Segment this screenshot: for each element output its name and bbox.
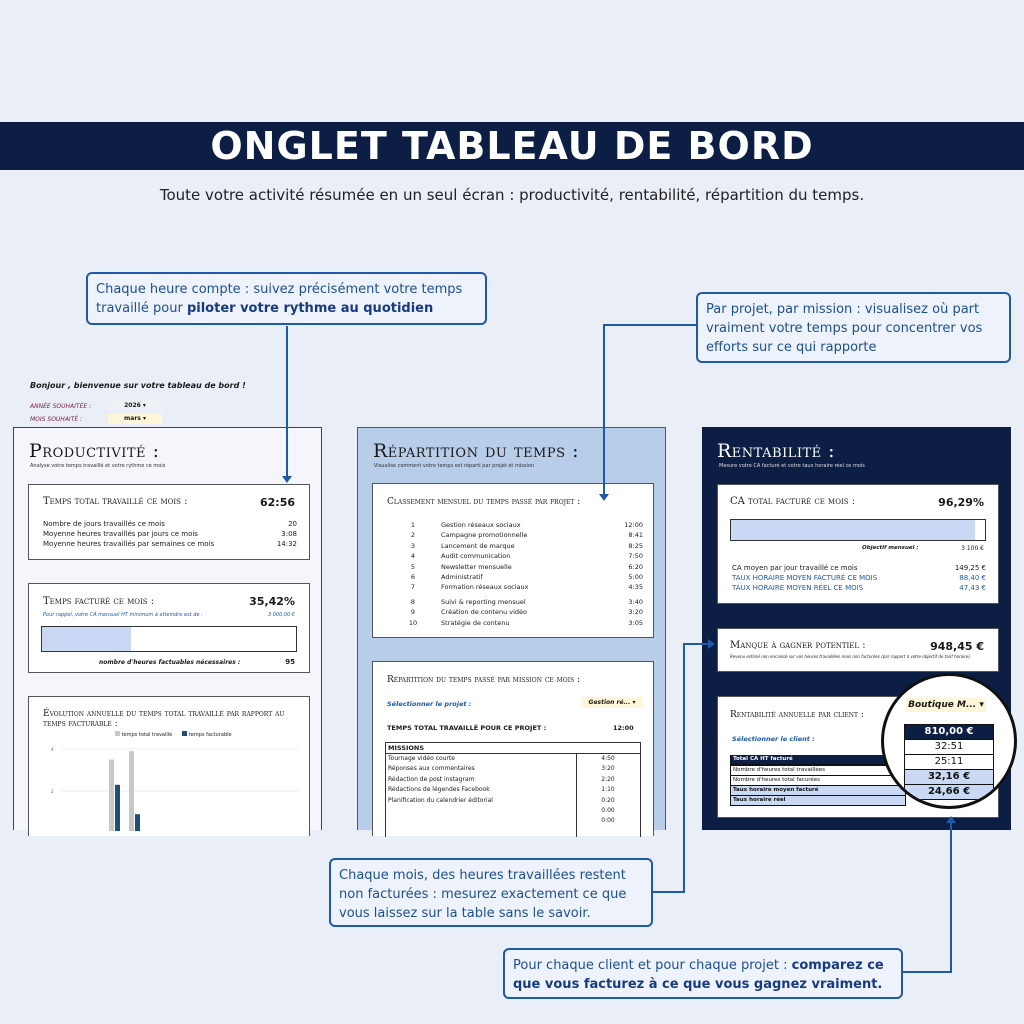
callout-text: Chaque mois, des heures travaillées restent non facturées : mesurez exactement ce que vous laissez sur la table sans le savoir. — [339, 868, 627, 921]
callout-text: Chaque heure compte : suivez précisément votre temps travaillé pour — [96, 282, 463, 316]
productivite-subtitle: Analyse votre temps travaillé et votre rythme ce mois — [30, 463, 166, 469]
project-name: Suivi & reporting mensuel — [441, 597, 526, 606]
project-row — [393, 551, 643, 561]
stat-row — [43, 529, 297, 539]
stat-label: Moyenne heures travaillés par semaines ce mois — [43, 540, 215, 548]
project-time: 3:40 — [628, 597, 643, 606]
year-value: 2026 — [124, 402, 141, 409]
classement-title: Classement mensuel du temps passé par projet : — [387, 497, 581, 507]
client-row-label: Taux horaire moyen facturé — [730, 786, 906, 796]
arrow-down-icon — [282, 476, 292, 483]
mission-name: Planification du calendrier éditorial — [388, 796, 493, 804]
ca-value: 96,29% — [938, 496, 984, 509]
project-name: Stratégie de contenu — [441, 618, 510, 627]
ca-label: CA total facturé ce mois : — [730, 496, 856, 507]
connector-line — [286, 326, 288, 478]
connector-line — [653, 891, 684, 893]
callout-productivity — [86, 272, 487, 325]
mission-name: Rédactions de légendes Facebook — [388, 786, 490, 794]
month-value: mars — [124, 415, 141, 422]
project-time: 3:05 — [628, 618, 643, 627]
ca-row — [732, 563, 986, 573]
productivite-title: Productivité : — [29, 440, 160, 462]
callout-bold: piloter votre rythme au quotidien — [186, 301, 434, 316]
facture-progress-fill — [42, 627, 131, 651]
project-rank: 9 — [410, 608, 416, 617]
project-row — [393, 541, 643, 551]
stat-value: 20 — [288, 520, 297, 528]
legend-swatch — [115, 731, 120, 736]
objectif-value: 3 100 € — [961, 545, 984, 552]
mission-row — [386, 764, 640, 774]
mission-row — [386, 754, 640, 764]
ca-row-value: 47,43 € — [959, 584, 986, 592]
project-row — [393, 530, 643, 540]
project-name: Formation réseaux sociaux — [441, 583, 529, 592]
callout-text: Pour chaque client et pour chaque projet : — [513, 958, 792, 973]
project-time: 12:00 — [624, 521, 643, 529]
project-time: 7:50 — [628, 552, 643, 561]
ca-row-label: TAUX HORAIRE MOYEN FACTURÉ CE MOIS — [732, 574, 878, 582]
mission-time: 0:20 — [601, 796, 615, 804]
select-project-label: Sélectionner le projet : — [387, 700, 472, 708]
connector-line — [683, 643, 685, 893]
y-tick-label: 4 — [51, 747, 54, 752]
project-row — [393, 520, 643, 530]
rentabilite-title: Rentabilité : — [717, 440, 836, 462]
project-name: Audit communication — [441, 552, 511, 561]
ca-row-label: TAUX HORAIRE MOYEN RÉEL CE MOIS — [732, 584, 864, 592]
missions-header: MISSIONS — [386, 743, 640, 754]
mission-time: 1:10 — [601, 786, 615, 794]
legend-label: temps total travaillé — [121, 732, 173, 738]
page-subtitle: Toute votre activité résumée en un seul écran : productivité, rentabilité, répartition du temps. — [159, 186, 865, 204]
repartition-panel — [357, 427, 666, 830]
year-label: ANNÉE SOUHAITÉE : — [30, 403, 92, 410]
rappel-value: 3 000,00 € — [267, 612, 295, 618]
project-time: 3:20 — [628, 608, 643, 617]
connector-line — [603, 324, 605, 496]
project-rank: 6 — [410, 573, 416, 582]
project-name: Création de contenu vidéo — [441, 608, 528, 617]
connector-line — [604, 324, 696, 326]
mission-row — [386, 816, 640, 826]
temps-facture-value: 35,42% — [249, 595, 295, 608]
project-time: 5:00 — [628, 573, 643, 582]
mission-title: Répartition du temps passé par mission ce mois : — [387, 675, 581, 685]
mission-time: 3:20 — [601, 765, 615, 773]
project-select-value: Gestion ré... — [588, 699, 631, 706]
project-rank: 10 — [408, 618, 418, 627]
project-rank: 5 — [410, 562, 416, 571]
total-projet-label: TEMPS TOTAL TRAVAILLÉ POUR CE PROJET : — [387, 724, 547, 732]
total-projet-value: 12:00 — [613, 724, 634, 732]
client-row-value: 32:51 — [905, 740, 993, 755]
temps-facture-label: Temps facturé ce mois : — [43, 596, 155, 607]
client-row-label: Nombre d'heures total facurées — [730, 776, 906, 786]
welcome-text: Bonjour , bienvenue sur votre tableau de bord ! — [30, 381, 246, 390]
connector-line — [950, 823, 952, 973]
project-name: Campagne promotionnelle — [441, 531, 528, 540]
chart-bar — [109, 760, 114, 831]
evolution-card — [28, 696, 310, 836]
client-row-value: 32,16 € — [905, 770, 993, 785]
manque-label: Manque à gagner potentiel : — [730, 640, 866, 651]
month-label: MOIS SOUHAITÉ : — [30, 416, 83, 423]
month-select[interactable]: mars ▾ — [108, 414, 162, 424]
productivite-panel — [13, 427, 322, 830]
client-row-label: Total CA HT facturé — [730, 755, 906, 765]
project-row — [393, 618, 643, 628]
project-row — [393, 597, 643, 607]
project-row — [393, 572, 643, 582]
client-row-label: Taux horaire réel — [730, 796, 906, 806]
productivite-rows — [43, 519, 297, 549]
chart-bar — [129, 751, 134, 831]
ca-progress-fill — [731, 520, 975, 540]
facture-progress-bar — [41, 626, 297, 652]
ca-rows — [732, 563, 986, 593]
project-name: Administratif — [441, 573, 483, 582]
project-rank: 1 — [410, 521, 416, 529]
stat-value: 14:32 — [276, 540, 297, 548]
magnifier-circle — [881, 673, 1017, 809]
heures-label: nombre d'heures factuables nécessaires : — [99, 659, 241, 666]
project-time: 8:41 — [628, 531, 643, 540]
project-time: 6:20 — [628, 562, 643, 571]
temps-total-card — [28, 484, 310, 560]
temps-facture-card — [28, 583, 310, 673]
mission-name: Rédaction de post instagram — [388, 775, 475, 783]
client-row-value: 25:11 — [905, 755, 993, 770]
mission-row — [386, 785, 640, 795]
callout-manque — [329, 858, 653, 927]
arrow-up-icon — [946, 816, 956, 823]
project-time: 8:25 — [628, 541, 643, 550]
mission-time: 0:00 — [601, 817, 615, 825]
stat-row — [43, 519, 297, 529]
ca-progress-bar — [730, 519, 986, 541]
mission-card — [372, 661, 654, 836]
mission-time: 2:20 — [601, 775, 615, 783]
year-select[interactable]: 2026 ▾ — [108, 401, 162, 411]
legend-label: temps facturable — [188, 732, 232, 738]
stat-value: 3:08 — [281, 530, 297, 538]
project-list — [393, 520, 643, 628]
legend-item — [182, 731, 231, 738]
stat-label: Nombre de jours travaillés ce mois — [43, 520, 165, 528]
ca-card — [717, 484, 999, 604]
client-select[interactable]: Boutique M... ▾ — [906, 698, 986, 712]
client-labels — [730, 755, 906, 806]
callout-repartition — [696, 292, 1011, 363]
manque-subtitle: Revenu estimé non encaissé sur vos heures travaillées mais non facturées (par rapport à votre objectif de tarif horaire). — [730, 654, 972, 659]
callout-bold: comparez ce que vous facturez à ce que vous gagnez vraiment. — [513, 958, 884, 992]
rappel-label: Pour rappel, votre CA mensuel HT minimum à atteindre est de : — [43, 612, 203, 618]
heures-value: 95 — [285, 658, 295, 666]
mission-row — [386, 806, 640, 816]
chart-legend — [115, 731, 232, 738]
repartition-title: Répartition du temps : — [373, 440, 579, 462]
ca-row-value: 88,40 € — [959, 574, 986, 582]
missions-list — [386, 754, 640, 827]
objectif-label: Objectif mensuel : — [862, 545, 919, 551]
ca-row-value: 149,25 € — [954, 564, 986, 572]
temps-total-label: Temps total travaillé ce mois : — [43, 496, 188, 507]
client-row-value: 810,00 € — [905, 725, 993, 740]
project-rank: 2 — [410, 531, 416, 540]
project-row — [393, 582, 643, 592]
repartition-subtitle: Visualise comment votre temps est réparti par projet et mission — [374, 463, 535, 469]
rentabilite-subtitle: Mesure votre CA facturé et votre taux horaire réel ce mois — [719, 463, 865, 469]
missions-table — [385, 742, 641, 837]
chart-bar — [135, 814, 140, 831]
client-values — [904, 724, 994, 800]
ca-row — [732, 583, 986, 593]
mission-name: Tournage vidéo courte — [388, 755, 455, 762]
manque-card — [717, 628, 999, 672]
connector-line — [903, 971, 952, 973]
project-rank: 4 — [410, 552, 416, 561]
stat-label: Moyenne heures travaillés par jours ce mois — [43, 530, 198, 538]
manque-value: 948,45 € — [930, 640, 984, 653]
classement-card — [372, 483, 654, 638]
project-rank: 3 — [410, 541, 416, 550]
project-name: Gestion réseaux sociaux — [441, 521, 521, 529]
project-rank: 7 — [410, 583, 416, 592]
project-select[interactable]: Gestion ré... ▾ — [581, 697, 643, 708]
mission-time: 4:50 — [601, 755, 615, 762]
project-time: 4:35 — [628, 583, 643, 592]
mission-time: 0:00 — [601, 807, 615, 815]
page-title: ONGLET TABLEAU DE BORD — [0, 122, 1024, 170]
arrow-right-icon — [708, 639, 715, 649]
client-title: Rentabilité annuelle par client : — [730, 710, 864, 720]
mission-row — [386, 796, 640, 806]
mission-name — [386, 816, 576, 826]
legend-item — [115, 731, 172, 738]
y-tick-label: 2 — [51, 789, 54, 794]
client-select-value: Boutique M... — [908, 700, 977, 710]
mission-row — [386, 775, 640, 785]
callout-text: Par projet, par mission : visualisez où part vraiment votre temps pour concentrer vos efforts sur ce qui rapporte — [706, 302, 983, 355]
evolution-title: Évolution annuelle du temps total travaillé par rapport au temps facturable : — [43, 709, 285, 729]
legend-swatch — [182, 731, 187, 736]
client-row-value: 24,66 € — [905, 785, 993, 800]
mission-name: Réponses aux commentaires — [388, 765, 475, 773]
stat-row — [43, 539, 297, 549]
project-rank: 8 — [410, 597, 416, 606]
project-row — [393, 562, 643, 572]
project-name: Lancement de marque — [441, 541, 515, 550]
project-name: Newsletter mensuelle — [441, 562, 512, 571]
project-row — [393, 607, 643, 617]
callout-client — [503, 948, 903, 999]
mission-name — [386, 806, 576, 816]
evolution-chart — [49, 741, 299, 831]
connector-line — [683, 643, 709, 645]
temps-total-value: 62:56 — [259, 496, 295, 509]
arrow-down-icon — [599, 494, 609, 501]
ca-row — [732, 573, 986, 583]
chart-bar — [115, 785, 120, 831]
table-divider — [576, 753, 577, 837]
client-row-label: Nombre d'heures total travaillées — [730, 765, 906, 776]
client-select-label: Sélectionner le client : — [732, 735, 815, 743]
ca-row-label: CA moyen par jour travaillé ce mois — [732, 564, 858, 572]
